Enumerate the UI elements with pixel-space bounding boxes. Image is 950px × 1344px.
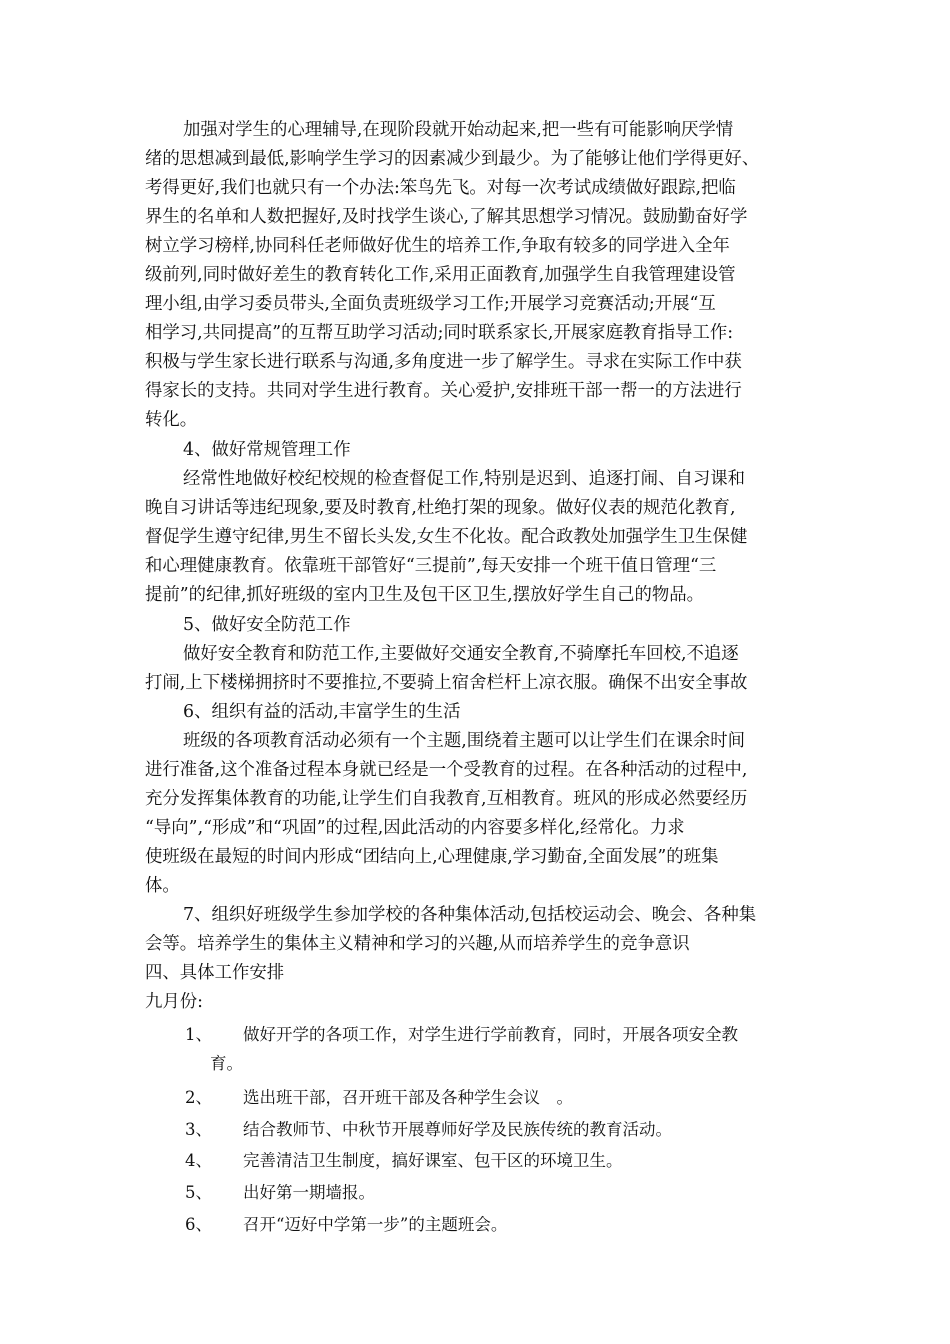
- list-item-text: 完善清洁卫生制度，搞好课室、包干区的环境卫生。: [243, 1151, 623, 1170]
- paragraph-line: 会等。培养学生的集体主义精神和学习的兴趣,从而培养学生的竞争意识: [145, 934, 690, 954]
- paragraph-line: 得家长的支持。共同对学生进行教育。关心爱护,安排班干部一帮一的方法进行: [145, 381, 742, 401]
- paragraph-line: 界生的名单和人数把握好,及时找学生谈心,了解其思想学习情况。鼓励勤奋好学: [145, 207, 748, 227]
- list-item-text: 结合教师节、中秋节开展尊师好学及民族传统的教育活动。: [243, 1120, 672, 1139]
- paragraph-line: 绪的思想减到最低,影响学生学习的因素减少到最少。为了能够让他们学得更好、: [145, 149, 760, 169]
- paragraph-line: 理小组,由学习委员带头,全面负责班级学习工作;开展学习竞赛活动;开展“互: [145, 294, 716, 314]
- list-item-continuation: 育。: [210, 1054, 243, 1073]
- paragraph-line: 晚自习讲话等违纪现象,要及时教育,杜绝打架的现象。做好仪表的规范化教育,: [145, 498, 736, 518]
- list-item-number: 3、: [185, 1120, 212, 1139]
- paragraph-line: 经常性地做好校纪校规的检查督促工作,特别是迟到、追逐打闹、自习课和: [183, 469, 746, 489]
- paragraph-line: 打闹,上下楼梯拥挤时不要推拉,不要骑上宿舍栏杆上凉衣服。确保不出安全事故: [145, 673, 748, 693]
- list-item-number: 1、: [185, 1025, 212, 1044]
- paragraph-line: “导向”,“形成”和“巩固”的过程,因此活动的内容要多样化,经常化。力求: [145, 818, 685, 838]
- paragraph-line: 级前列,同时做好差生的教育转化工作,采用正面教育,加强学生自我管理建设管: [145, 265, 736, 285]
- paragraph-line: 加强对学生的心理辅导,在现阶段就开始动起来,把一些有可能影响厌学情: [183, 120, 734, 140]
- paragraph-line: 做好安全教育和防范工作,主要做好交通安全教育,不骑摩托车回校,不追逐: [183, 644, 739, 664]
- paragraph-line: 督促学生遵守纪律,男生不留长头发,女生不化妆。配合政教处加强学生卫生保健: [145, 527, 748, 547]
- paragraph-line: 提前”的纪律,抓好班级的室内卫生及包干区卫生,摆放好学生自己的物品。: [145, 585, 705, 605]
- paragraph-line: 树立学习榜样,协同科任老师做好优生的培养工作,争取有较多的同学进入全年: [145, 236, 730, 256]
- paragraph-line: 相学习,共同提高”的互帮互助学习活动;同时联系家长,开展家庭教育指导工作:: [145, 323, 734, 343]
- list-item-text: 做好开学的各项工作，对学生进行学前教育，同时，开展各项安全教: [243, 1025, 738, 1044]
- paragraph-line: 考得更好,我们也就只有一个办法:笨鸟先飞。对每一次考试成绩做好跟踪,把临: [145, 178, 736, 198]
- month-heading: 九月份:: [145, 992, 204, 1012]
- paragraph-line: 和心理健康教育。依靠班干部管好“三提前”,每天安排一个班干值日管理“三: [145, 556, 717, 576]
- section-heading: 4、做好常规管理工作: [183, 440, 351, 460]
- paragraph-line: 7、组织好班级学生参加学校的各种集体活动,包括校运动会、晚会、各种集: [183, 905, 757, 925]
- list-item-number: 4、: [185, 1151, 212, 1170]
- list-item-number: 6、: [185, 1215, 212, 1234]
- paragraph-line: 进行准备,这个准备过程本身就已经是一个受教育的过程。在各种活动的过程中,: [145, 760, 748, 780]
- list-item-text: 选出班干部，召开班干部及各种学生会议 。: [243, 1088, 573, 1107]
- paragraph-line: 充分发挥集体教育的功能,让学生们自我教育,互相教育。班风的形成必然要经历: [145, 789, 748, 809]
- section-heading: 6、组织有益的活动,丰富学生的生活: [183, 702, 461, 722]
- list-item-text: 召开“迈好中学第一步”的主题班会。: [243, 1215, 508, 1234]
- list-item-number: 2、: [185, 1088, 212, 1107]
- paragraph-line: 体。: [145, 876, 180, 896]
- list-item-text: 出好第一期墙报。: [243, 1183, 375, 1202]
- section-heading: 5、做好安全防范工作: [183, 615, 351, 635]
- paragraph-line: 使班级在最短的时间内形成“团结向上,心理健康,学习勤奋,全面发展”的班集: [145, 847, 719, 867]
- paragraph-line: 积极与学生家长进行联系与沟通,多角度进一步了解学生。寻求在实际工作中获: [145, 352, 742, 372]
- list-item-number: 5、: [185, 1183, 212, 1202]
- part-heading: 四、具体工作安排: [145, 963, 285, 983]
- paragraph-line: 转化。: [145, 410, 198, 430]
- paragraph-line: 班级的各项教育活动必须有一个主题,围绕着主题可以让学生们在课余时间: [183, 731, 746, 751]
